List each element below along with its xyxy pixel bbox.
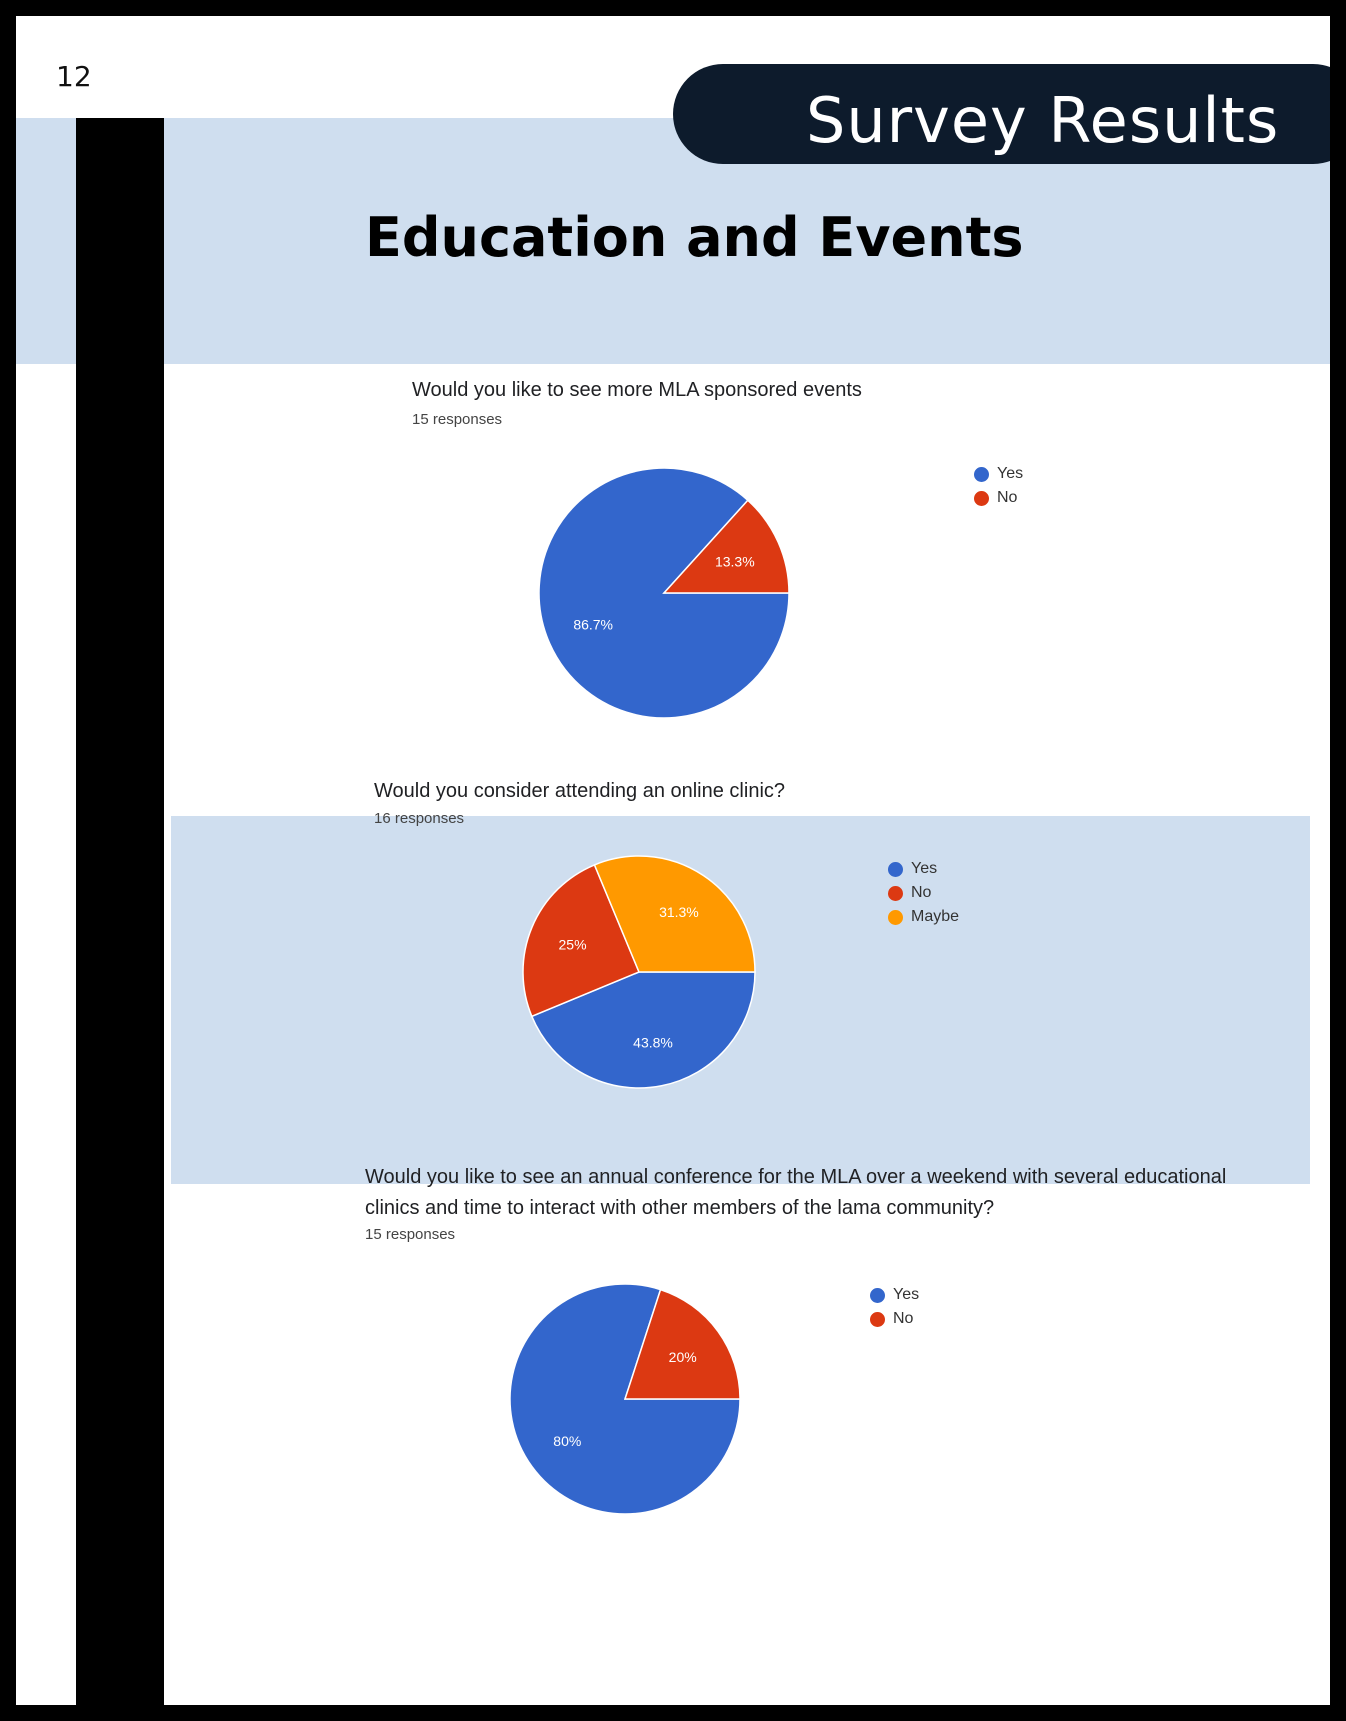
survey-page [16, 16, 1330, 1705]
legend-label: No [997, 489, 1018, 506]
chart-subtitle: 16 responses [374, 810, 465, 827]
legend-item-yes [888, 857, 959, 881]
chart-legend [974, 462, 1023, 510]
pie-data-label: 25% [558, 936, 587, 953]
section-title: Education and Events [365, 206, 1024, 269]
legend-swatch [974, 491, 989, 506]
legend-label: Maybe [911, 908, 960, 925]
chart-title-line: Would you like to see an annual conference for the MLA over a weekend with several educational [365, 1166, 1227, 1188]
legend-swatch [974, 467, 989, 482]
legend-label: Yes [997, 465, 1024, 482]
legend-label: No [893, 1310, 914, 1327]
chart-legend [870, 1283, 919, 1331]
legend-label: Yes [911, 860, 938, 877]
legend-item-maybe [888, 905, 959, 929]
pie-data-label: 13.3% [714, 553, 755, 570]
chart-subtitle: 15 responses [365, 1226, 456, 1243]
legend-swatch [888, 862, 903, 877]
legend-swatch [888, 886, 903, 901]
pie-chart-online-clinic [523, 856, 755, 1088]
legend-label: No [911, 884, 932, 901]
chart-legend [888, 857, 959, 929]
chart-title: Would you consider attending an online clinic? [374, 780, 786, 802]
chart-title: Would you like to see more MLA sponsored events [412, 379, 862, 401]
pie-data-label: 20% [668, 1349, 697, 1366]
chart-title-line: clinics and time to interact with other members of the lama community? [365, 1197, 995, 1219]
pie-data-label: 31.3% [659, 904, 699, 921]
pie-chart-events [539, 468, 789, 718]
pie-data-label: 43.8% [633, 1034, 673, 1051]
legend-item-no [870, 1307, 919, 1331]
legend-item-no [888, 881, 959, 905]
legend-item-no [974, 486, 1023, 510]
chart-panel-1 [164, 364, 1294, 808]
legend-swatch [870, 1288, 885, 1303]
legend-item-yes [870, 1283, 919, 1307]
chart-title [365, 1162, 1226, 1224]
page-number: 12 [56, 60, 92, 93]
header-title: Survey Results [806, 84, 1280, 157]
legend-swatch [870, 1312, 885, 1327]
legend-swatch [888, 910, 903, 925]
pie-data-label: 86.7% [573, 616, 614, 633]
legend-item-yes [974, 462, 1023, 486]
legend-label: Yes [893, 1286, 920, 1303]
left-black-bar [76, 118, 164, 1705]
chart-panel-2 [171, 780, 1310, 1184]
chart-panel-3 [164, 1166, 1314, 1705]
chart-subtitle: 15 responses [412, 411, 503, 428]
pie-chart-annual-conference [510, 1284, 740, 1514]
pie-data-label: 80% [553, 1432, 582, 1449]
